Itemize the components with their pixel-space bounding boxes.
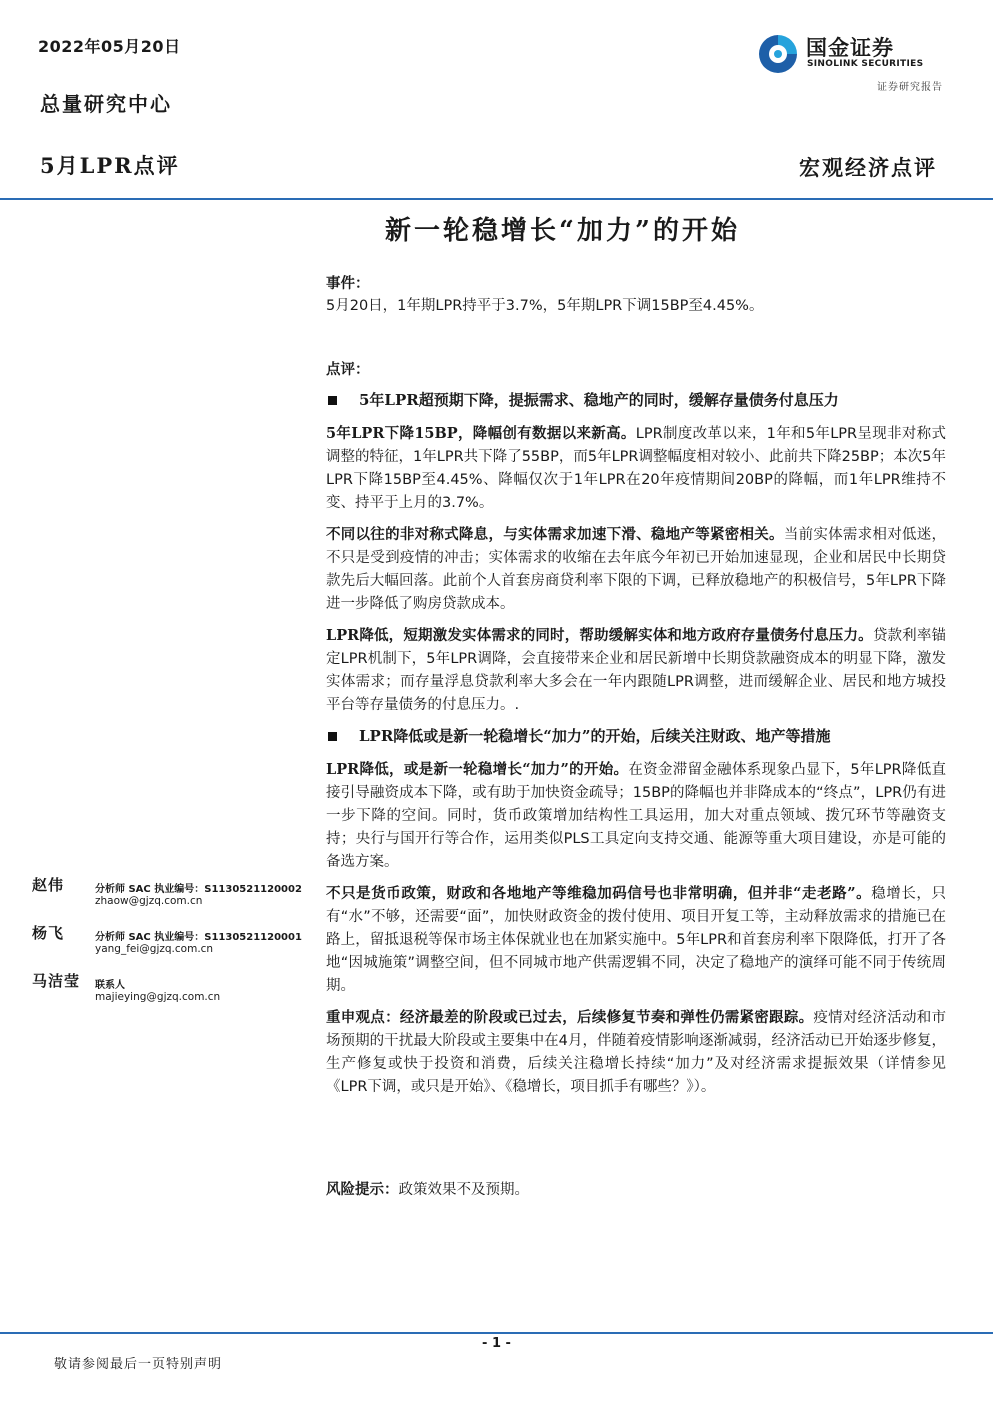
page-number: - 1 - — [482, 1336, 511, 1351]
paragraph-text: 当前实体需求相对低迷，不只是受到疫情的冲击；实体需求的收缩在去年底今年初已开始加速显现，企业和居民中长期贷款先后大幅回落。此前个人首套房商贷利率下限的下调，已释放稳地产的积极信号，5年LPR下降进一步降低了购房贷款成本。 — [326, 527, 947, 612]
analyst-certificate: 联系人 — [95, 980, 125, 991]
paragraph-lead: LPR降低，短期激发实体需求的同时，帮助缓解实体和地方政府存量债务付息压力。 — [326, 627, 873, 644]
footer-disclaimer: 敬请参阅最后一页特别声明 — [54, 1357, 223, 1372]
analyst-email[interactable]: yang_fei@gjzq.com.cn — [95, 943, 214, 955]
paragraph — [326, 758, 946, 874]
section-heading-text: LPR降低或是新一轮稳增长“加力”的开始，后续关注财政、地产等措施 — [359, 727, 831, 745]
company-logo — [756, 32, 946, 76]
section-heading-text: 5年LPR超预期下降，提振需求、稳地产的同时，缓解存量债务付息压力 — [359, 391, 839, 409]
paragraph-text: 贷款利率锚定LPR机制下，5年LPR调降，会直接带来企业和居民新增中长期贷款融资成本的明显下降，激发实体需求；而存量浮息贷款利率大多会在一年内跟随LPR调整，进而缓解企业、居民和地方城投平台等存量债务的付息压力。. — [326, 628, 946, 713]
main-content — [326, 272, 946, 1107]
bullet-square-icon — [328, 396, 337, 405]
analyst-name: 赵伟 — [32, 876, 65, 894]
logo-english-name: SINOLINK SECURITIES — [807, 59, 924, 69]
analyst-entry — [32, 970, 307, 1018]
analyst-email[interactable]: majieying@gjzq.com.cn — [95, 991, 221, 1003]
paragraph-lead: 不只是货币政策，财政和各地地产等维稳加码信号也非常明确，但并非“走老路”。 — [326, 885, 872, 902]
paragraph-text: 疫情对经济活动和市场预期的干扰最大阶段或主要集中在4月，伴随着疫情影响逐渐减弱，经济活动已开始逐步修复，生产修复或快于投资和消费，后续关注稳增长持续“加力”及对经济需求提振效果（详情参见《LPR下调，或只是开始》、《稳增长，项目抓手有哪些？》）。 — [326, 1010, 947, 1095]
paragraph-lead: 不同以往的非对称式降息，与实体需求加速下滑、稳地产等紧密相关。 — [326, 526, 784, 543]
paragraph-lead: 重申观点：经济最差的阶段或已过去，后续修复节奏和弹性仍需紧密跟踪。 — [326, 1009, 814, 1026]
risk-label: 风险提示： — [326, 1181, 399, 1198]
analyst-entry — [32, 874, 307, 922]
logo-subtitle: 证券研究报告 — [877, 82, 943, 93]
report-date: 2022年05月20日 — [38, 37, 181, 56]
paragraph — [326, 882, 946, 998]
event-label: 事件： — [326, 275, 370, 292]
paragraph-text: 稳增长，只有“水”不够，还需要“面”，加快财政资金的拨付使用、项目开复工等，主动释放需求的措施已在路上，留抵退税等保市场主体保就业也在加紧实施中。5年LPR和首套房利率下限降低，打开了各地“因城施策”调整空间，但不同城市地产供需逻辑不同，决定了稳地产的演绎可能不同于传统周期。 — [326, 886, 946, 994]
paragraph-lead: 5年LPR下降15BP，降幅创有数据以来新高。 — [326, 425, 636, 442]
footer-divider — [0, 1332, 993, 1334]
report-topic: 5月LPR点评 — [40, 153, 180, 178]
research-center-name: 总量研究中心 — [40, 92, 172, 116]
paragraph-text: LPR制度改革以来，1年和5年LPR呈现非对称式调整的特征，1年LPR共下降了55BP，而5年LPR调整幅度相对较小、此前共下降25BP；本次5年LPR下降15BP至4.45%、降幅仅次于1年LPR在20年疫情期间20BP的降幅，而1年LPR维持不变、持平于上月的3.7%。 — [326, 426, 947, 511]
analyst-entry — [32, 922, 307, 970]
paragraph — [326, 422, 946, 515]
section-heading — [326, 725, 946, 748]
paragraph — [326, 624, 946, 717]
bullet-square-icon — [328, 732, 337, 741]
header-divider — [0, 198, 993, 200]
analyst-name: 杨飞 — [32, 924, 65, 942]
logo-chinese-name: 国金证券 — [806, 36, 894, 60]
risk-note — [326, 1178, 529, 1199]
logo-mark-icon — [756, 32, 800, 76]
event-text: 5月20日，1年期LPR持平于3.7%，5年期LPR下调15BP至4.45%。 — [326, 298, 764, 314]
paragraph — [326, 1006, 946, 1099]
analyst-email[interactable]: zhaow@gjzq.com.cn — [95, 895, 203, 907]
analyst-list — [32, 874, 307, 1018]
comment-label: 点评： — [326, 361, 370, 378]
analyst-certificate: 分析师 SAC 执业编号：S1130521120002 — [95, 884, 302, 895]
paragraph-text: 在资金滞留金融体系现象凸显下，5年LPR降低直接引导融资成本下降，或有助于加快资金疏导；15BP的降幅也并非降成本的“终点”，LPR仍有进一步下降的空间。同时，货币政策增加结构性工具运用，加大对重点领域、拨冗环节等融资支持；央行与国开行等合作，运用类似PLS工具定向支持交通、能源等重大项目建设，亦是可能的备选方案。 — [326, 762, 947, 870]
analyst-name: 马洁莹 — [32, 972, 81, 990]
analyst-certificate: 分析师 SAC 执业编号：S1130521120001 — [95, 932, 302, 943]
paragraph-lead: LPR降低，或是新一轮稳增长“加力”的开始。 — [326, 761, 629, 778]
report-type: 宏观经济点评 — [799, 155, 937, 180]
risk-text: 政策效果不及预期。 — [398, 1182, 529, 1198]
section-heading — [326, 389, 946, 412]
paragraph — [326, 523, 946, 616]
report-title: 新一轮稳增长“加力”的开始 — [385, 216, 740, 246]
